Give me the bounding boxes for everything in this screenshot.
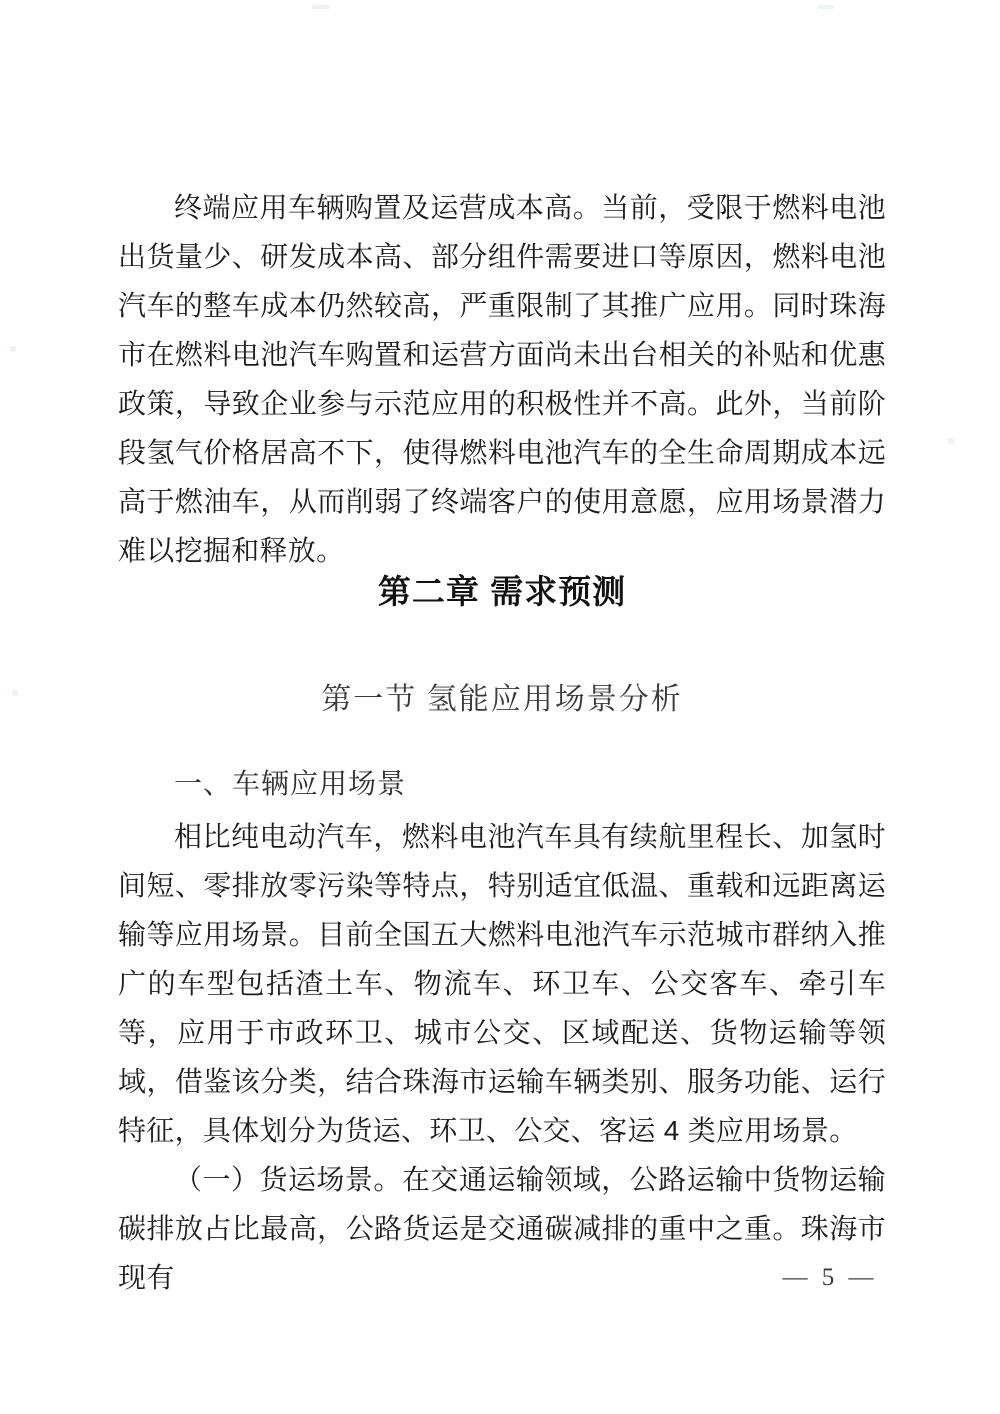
paragraph-freight-scenario: （一）货运场景。在交通运输领域，公路运输中货物运输碳排放占比最高，公路货运是交通碳减排的重中之重。珠海市现有 [118,1164,886,1293]
page-number: — 5 — [782,1264,878,1291]
scan-artifact [12,690,18,696]
section-heading: 第一节 氢能应用场景分析 [321,683,683,716]
scan-artifact [312,5,330,9]
paragraph-vehicle-application-scenarios: 相比纯电动汽车，燃料电池汽车具有续航里程长、加氢时间短、零排放零污染等特点，特别适宜低温、重载和远距离运输等应用场景。目前全国五大燃料电池汽车示范城市群纳入推广的车型包括渣土车、物流车、环卫车、公交客车、牵引车等，应用于市政环卫、城市公交、区域配送、货物运输等领域，借鉴该分类，结合珠海市运输车辆类别、服务功能、运行特征，具体划分为货运、环卫、公交、客运 4 类应用场景。 [118,821,886,1146]
scan-artifact [10,346,16,352]
paragraph-cost-issues: 终端应用车辆购置及运营成本高。当前，受限于燃料电池出货量少、研发成本高、部分组件需要进口等原因，燃料电池汽车的整车成本仍然较高，严重限制了其推广应用。同时珠海市在燃料电池汽车购置和运营方面尚未出台相关的补贴和优惠政策，导致企业参与示范应用的积极性并不高。此外，当前阶段氢气价格居高不下，使得燃料电池汽车的全生命周期成本远高于燃油车，从而削弱了终端客户的使用意愿，应用场景潜力难以挖掘和释放。 [118,192,886,566]
scan-artifact [818,5,834,9]
subsection-heading-vehicle-scenarios: 一、车辆应用场景 [174,769,407,800]
scan-artifact [948,438,954,444]
chapter-heading: 第二章 需求预测 [377,573,627,610]
